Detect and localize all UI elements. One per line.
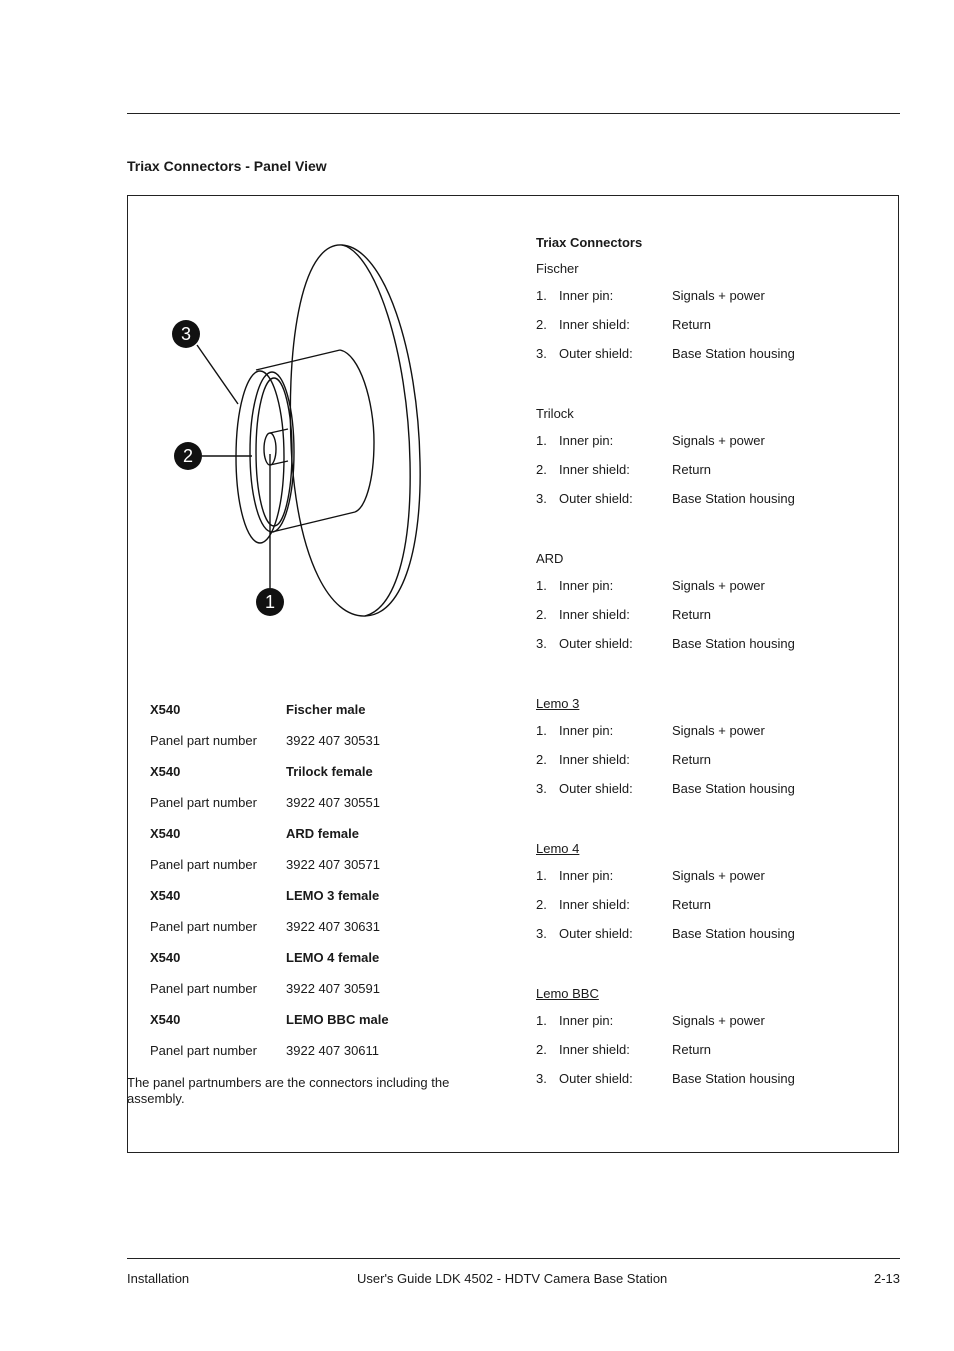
part-label: Panel part number [150, 981, 257, 996]
pin-number: 2. [536, 607, 547, 622]
pin-label: Outer shield: [559, 781, 633, 796]
part-value: Trilock female [286, 764, 373, 779]
group-spacer [536, 810, 876, 840]
pin-function: Return [672, 607, 712, 622]
part-row [150, 886, 480, 917]
connector-list-title: Triax Connectors [536, 235, 643, 250]
pin-label: Inner pin: [559, 868, 614, 883]
cylinder-bottom-edge [272, 512, 355, 532]
pin-row [536, 317, 876, 346]
callout-3-leader [197, 345, 238, 404]
pin-number: 1. [536, 433, 547, 448]
triax-connector-diagram [160, 232, 440, 632]
part-row [150, 824, 480, 855]
pin-label: Outer shield: [559, 491, 633, 506]
pin-function: Signals + power [672, 723, 765, 738]
part-row [150, 1010, 480, 1041]
part-label: X540 [150, 888, 181, 903]
pin-function: Return [672, 897, 712, 912]
pin-number: 1. [536, 1013, 547, 1028]
part-label: Panel part number [150, 1043, 257, 1058]
section-title: Triax Connectors - Panel View [127, 158, 327, 174]
pin-label: Inner shield: [559, 897, 630, 912]
pin-row [536, 781, 876, 810]
pin-label: Inner shield: [559, 317, 630, 332]
pin-function: Signals + power [672, 433, 765, 448]
pin-number: 1. [536, 723, 547, 738]
pin-row [536, 433, 876, 462]
front-flange-rim [256, 378, 292, 526]
pin-row [536, 346, 876, 375]
pin-row [536, 607, 876, 636]
pin-number: 2. [536, 317, 547, 332]
pin-label: Outer shield: [559, 636, 633, 651]
part-number-table [150, 700, 480, 1072]
pin-function: Signals + power [672, 1013, 765, 1028]
part-value: LEMO 4 female [286, 950, 380, 965]
pin-function: Return [672, 752, 712, 767]
connector-group-name: Lemo 4 [536, 841, 580, 856]
callout-1-label: 1 [264, 592, 276, 612]
part-label: X540 [150, 764, 181, 779]
pin-number: 1. [536, 868, 547, 883]
pin-number: 2. [536, 462, 547, 477]
part-value: LEMO 3 female [286, 888, 380, 903]
pin-row [536, 1013, 876, 1042]
part-row [150, 700, 480, 731]
pin-number: 2. [536, 1042, 547, 1057]
pin-label: Inner pin: [559, 288, 614, 303]
pin-function: Signals + power [672, 288, 765, 303]
pin-row [536, 926, 876, 955]
pin-label: Inner pin: [559, 1013, 614, 1028]
group-spacer [536, 955, 876, 985]
part-number-note: The panel partnumbers are the connectors including the assembly. [127, 1075, 450, 1106]
pin-label: Inner shield: [559, 752, 630, 767]
part-label: Panel part number [150, 795, 257, 810]
pin-label: Outer shield: [559, 1071, 633, 1086]
part-row [150, 979, 480, 1010]
connector-group-name: Lemo 3 [536, 696, 580, 711]
part-row [150, 948, 480, 979]
part-label: X540 [150, 950, 181, 965]
pin-function: Base Station housing [672, 346, 795, 361]
part-value: 3922 407 30531 [286, 733, 380, 748]
group-spacer [536, 520, 876, 550]
footer-document-title: User's Guide LDK 4502 - HDTV Camera Base Station [357, 1271, 668, 1286]
front-flange-outer [236, 371, 284, 543]
part-row [150, 855, 480, 886]
footer-rule [127, 1258, 900, 1259]
part-value: 3922 407 30591 [286, 981, 380, 996]
part-value: 3922 407 30631 [286, 919, 380, 934]
group-spacer [536, 375, 876, 405]
pin-label: Outer shield: [559, 926, 633, 941]
pin-number: 2. [536, 897, 547, 912]
connector-group [536, 260, 876, 405]
pin-number: 3. [536, 926, 547, 941]
panel-disc-front [290, 245, 420, 616]
part-value: Fischer male [286, 702, 366, 717]
pin-number: 1. [536, 288, 547, 303]
pin-function: Return [672, 317, 712, 332]
pin-function: Base Station housing [672, 1071, 795, 1086]
panel-disc-inner-edge [342, 245, 410, 616]
part-label: X540 [150, 1012, 181, 1027]
part-value: 3922 407 30551 [286, 795, 380, 810]
callout-3-label: 3 [180, 324, 192, 344]
pin-label: Outer shield: [559, 346, 633, 361]
pin-number: 1. [536, 578, 547, 593]
group-spacer [536, 665, 876, 695]
part-row [150, 917, 480, 948]
pin-label: Inner shield: [559, 1042, 630, 1057]
pin-number: 3. [536, 636, 547, 651]
part-value: LEMO BBC male [286, 1012, 389, 1027]
pin-label: Inner pin: [559, 433, 614, 448]
footer-page-number: 2-13 [873, 1271, 900, 1286]
pin-function: Signals + power [672, 578, 765, 593]
pin-function: Return [672, 462, 712, 477]
part-value: ARD female [286, 826, 359, 841]
part-label: X540 [150, 826, 181, 841]
pin-row [536, 462, 876, 491]
pin-row [536, 578, 876, 607]
connector-pinout-list [536, 235, 876, 1100]
part-row [150, 1041, 480, 1072]
pin-function: Base Station housing [672, 636, 795, 651]
connector-group-name: Lemo BBC [536, 986, 599, 1001]
cylinder-back [340, 350, 374, 512]
connector-group [536, 695, 876, 840]
pin-row [536, 752, 876, 781]
part-row [150, 731, 480, 762]
pin-row [536, 868, 876, 897]
pin-function: Base Station housing [672, 781, 795, 796]
cylinder-top-edge [256, 350, 340, 370]
part-value: 3922 407 30571 [286, 857, 380, 872]
pin-function: Signals + power [672, 868, 765, 883]
pin-function: Return [672, 1042, 712, 1057]
connector-group-name: Fischer [536, 261, 579, 276]
pin-row [536, 636, 876, 665]
pin-row [536, 288, 876, 317]
footer-section: Installation [127, 1271, 190, 1286]
connector-group-name: ARD [536, 551, 564, 566]
pin-number: 3. [536, 346, 547, 361]
pin-row [536, 491, 876, 520]
pin-row [536, 1071, 876, 1100]
part-row [150, 762, 480, 793]
pin-number: 3. [536, 1071, 547, 1086]
part-label: Panel part number [150, 733, 257, 748]
connector-group [536, 405, 876, 550]
part-value: 3922 407 30611 [286, 1043, 380, 1058]
pin-number: 2. [536, 752, 547, 767]
header-rule [127, 113, 900, 114]
callout-2-label: 2 [182, 446, 194, 466]
pin-row [536, 723, 876, 752]
pin-label: Inner pin: [559, 578, 614, 593]
connector-group [536, 550, 876, 695]
connector-group [536, 985, 876, 1100]
pin-function: Base Station housing [672, 491, 795, 506]
pin-row [536, 1042, 876, 1071]
pin-label: Inner shield: [559, 462, 630, 477]
pin-label: Inner shield: [559, 607, 630, 622]
pin-number: 3. [536, 781, 547, 796]
part-row [150, 793, 480, 824]
pin-label: Inner pin: [559, 723, 614, 738]
part-label: Panel part number [150, 857, 257, 872]
pin-number: 3. [536, 491, 547, 506]
part-label: X540 [150, 702, 181, 717]
connector-group [536, 840, 876, 985]
connector-group-name: Trilock [536, 406, 574, 421]
pin-function: Base Station housing [672, 926, 795, 941]
part-label: Panel part number [150, 919, 257, 934]
pin-row [536, 897, 876, 926]
